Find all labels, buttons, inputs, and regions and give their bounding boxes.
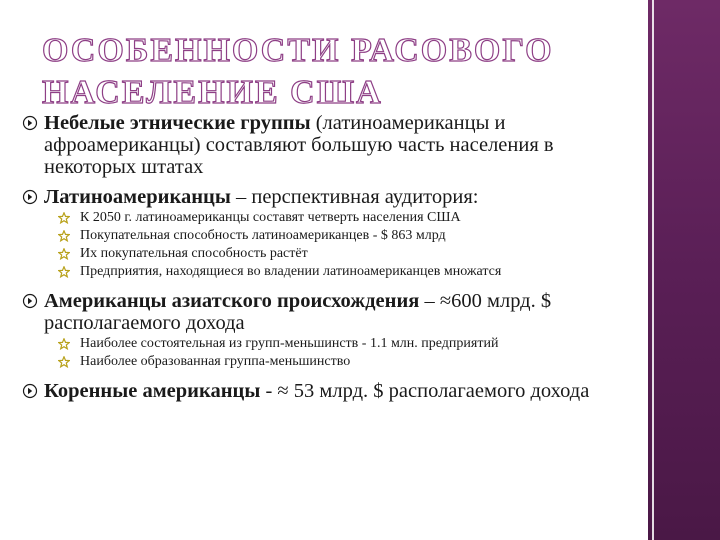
bullet-item (22, 290, 642, 334)
sub-bullet-text: Их покупательная способность растёт (80, 246, 308, 261)
sub-bullet-item (22, 336, 642, 352)
bullet-heading: Американцы азиатского происхождения (44, 290, 420, 312)
bullet-text: – перспективная аудитория: (230, 186, 479, 208)
bullet-text: (латиноамериканцы и афроамериканцы) составляют большую часть населения в некоторых штатах (44, 112, 554, 178)
hollow-star-icon (58, 356, 70, 368)
sub-bullet-item (22, 264, 642, 280)
sub-bullet-text: Наиболее состоятельная из групп-меньшинств - 1.1 млн. предприятий (80, 336, 499, 351)
hollow-star-icon (58, 266, 70, 278)
sub-bullet-text: К 2050 г. латиноамериканцы составят четверть населения США (80, 210, 461, 225)
hollow-star-icon (58, 338, 70, 350)
sub-bullet-item (22, 210, 642, 226)
side-panel-decoration (648, 0, 720, 540)
bullet-heading: Коренные американцы (44, 380, 261, 402)
bullet-text: - ≈ 53 млрд. $ располагаемого дохода (260, 380, 590, 402)
hollow-star-icon (58, 212, 70, 224)
bullet-item (22, 380, 642, 402)
bullet-text: – ≈600 млрд. $ располагаемого дохода (44, 290, 552, 334)
bullet-heading: Небелые этнические группы (44, 112, 311, 134)
sub-bullet-text: Наиболее образованная группа-меньшинство (80, 354, 351, 369)
bullet-item (22, 186, 642, 208)
hollow-star-icon (58, 248, 70, 260)
circled-arrow-icon (22, 293, 38, 309)
sub-bullet-text: Предприятия, находящиеся во владении латиноамериканцев множатся (80, 264, 502, 279)
side-divider-line (652, 0, 654, 540)
circled-arrow-icon (22, 383, 38, 399)
bullet-heading: Латиноамериканцы (44, 186, 231, 208)
bullet-item (22, 112, 642, 178)
sub-bullet-item (22, 354, 642, 370)
sub-bullet-text: Покупательная способность латиноамериканцев - $ 863 млрд (80, 228, 446, 243)
circled-arrow-icon (22, 189, 38, 205)
hollow-star-icon (58, 230, 70, 242)
sub-bullet-item (22, 246, 642, 262)
sub-bullet-item (22, 228, 642, 244)
slide-title: ОСОБЕННОСТИ РАСОВОГО НАСЕЛЕНИЕ США (42, 32, 554, 111)
circled-arrow-icon (22, 115, 38, 131)
bullet-list (22, 112, 642, 404)
